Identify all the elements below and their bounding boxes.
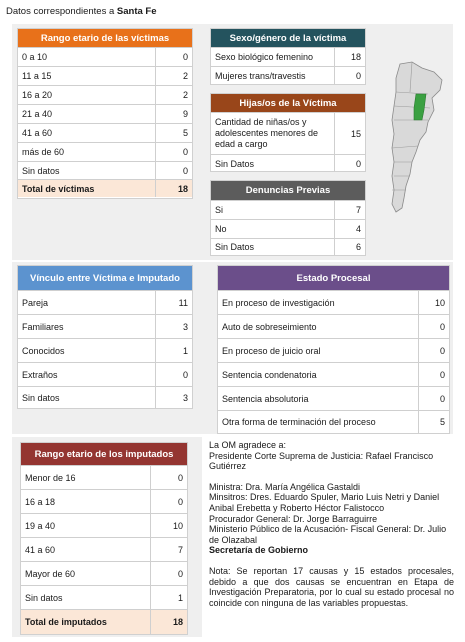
row-label: 41 a 60 (18, 124, 156, 142)
row-value: 9 (182, 109, 188, 119)
table-row (18, 104, 192, 123)
row-label: Mayor de 60 (21, 562, 151, 585)
row-value: 0 (182, 147, 188, 157)
row-label: Menor de 16 (21, 466, 151, 489)
table-row (18, 362, 192, 386)
row-label: Otra forma de terminación del proceso (218, 411, 419, 433)
table-row (218, 314, 449, 338)
row-value: 6 (355, 242, 361, 252)
table-row (21, 537, 187, 561)
row-label: En proceso de investigación (218, 291, 419, 314)
row-value: 0 (355, 70, 361, 81)
row-label: Si (211, 201, 335, 219)
procedural-table (217, 265, 450, 434)
table-row (21, 561, 187, 585)
row-value: 3 (182, 321, 188, 332)
table-row (21, 489, 187, 513)
row-value: 0 (182, 165, 188, 176)
total-label: Total de víctimas (18, 180, 156, 197)
row-label: 16 a 18 (21, 490, 151, 513)
row-label: Mujeres trans/travestis (211, 67, 335, 84)
total-row (18, 179, 192, 197)
row-label: Sin datos (18, 387, 156, 408)
row-value: 0 (177, 472, 183, 483)
row-label: 16 a 20 (18, 86, 156, 104)
complaints-table (210, 180, 366, 256)
acknowledgement-block (209, 440, 454, 608)
row-label: Cantidad de niñas/os y adolescentes menores de edad a cargo (211, 113, 335, 154)
table-row (218, 290, 449, 314)
map-outline (392, 62, 442, 212)
children-table (210, 93, 366, 172)
victims-age-table (17, 28, 193, 199)
row-label: Conocidos (18, 339, 156, 362)
table-row (218, 338, 449, 362)
table-row (18, 338, 192, 362)
row-label: Sin Datos (211, 239, 335, 255)
row-value: 0 (355, 158, 361, 169)
table-row (211, 66, 365, 84)
row-label: Sin datos (18, 162, 156, 179)
row-value: 7 (355, 205, 361, 215)
row-label: 21 a 40 (18, 105, 156, 123)
row-value: 0 (439, 393, 445, 404)
row-value: 3 (182, 392, 188, 403)
row-label: Sin Datos (211, 155, 335, 172)
row-value: 7 (177, 544, 183, 555)
table-row (211, 238, 365, 255)
row-value: 5 (439, 417, 445, 427)
ack-line-2: Presidente Corte Suprema de Justicia: Rafael Francisco Gutiérrez (209, 450, 434, 472)
row-value: 10 (172, 520, 183, 531)
row-value: 18 (350, 52, 361, 62)
row-value: 2 (182, 71, 188, 81)
table-row (218, 410, 449, 433)
table-row (211, 112, 365, 154)
row-label: Sin datos (21, 586, 151, 609)
procedural-title: Estado Procesal (218, 266, 449, 290)
row-label: Sentencia absolutoria (218, 387, 419, 410)
gender-title: Sexo/género de la víctima (211, 29, 365, 47)
table-row (18, 123, 192, 142)
row-value: 0 (177, 568, 183, 579)
total-value: 18 (177, 183, 188, 194)
row-value: 0 (177, 496, 183, 507)
victims-age-title: Rango etario de las víctimas (18, 29, 192, 47)
table-row (211, 47, 365, 66)
header-prefix: Datos correspondientes a (6, 6, 117, 17)
table-row (21, 513, 187, 537)
row-value: 2 (182, 90, 188, 100)
ack-note: Nota: Se reportan 17 causas y 15 estados procesales, debido a que dos causas se encuentran en Etapa de Investigación Preparatoria, por lo cual su estado procesal no coincide con ninguna de las variables propuestas. (209, 565, 454, 608)
row-label: En proceso de juicio oral (218, 339, 419, 362)
accused-age-table (20, 442, 188, 635)
table-row (18, 386, 192, 408)
table-row (18, 66, 192, 85)
ack-line-6: Ministerio Público de la Acusación- Fiscal General: Dr. Julio de Olazabal (209, 524, 447, 545)
header-place: Santa Fe (116, 6, 157, 17)
table-row (21, 585, 187, 609)
gender-table (210, 28, 366, 85)
table-row (18, 142, 192, 161)
total-label: Total de imputados (21, 610, 151, 634)
row-value: 4 (355, 224, 361, 234)
row-label: 0 a 10 (18, 48, 156, 66)
table-row (18, 47, 192, 66)
row-value: 0 (439, 321, 445, 332)
table-row (211, 200, 365, 219)
table-row (18, 161, 192, 179)
row-value: 15 (350, 128, 361, 139)
table-row (211, 154, 365, 172)
table-row (18, 85, 192, 104)
table-row (18, 314, 192, 338)
total-row (21, 609, 187, 634)
ack-line-4: Minsitros: Dres. Eduardo Spuler, Mario Luis Netri y Daniel Anibal Erebetta y Roberto Héctor Falistocco (209, 492, 440, 513)
table-row (218, 362, 449, 386)
row-label: Auto de sobreseimiento (218, 315, 419, 338)
row-label: Sexo biológico femenino (211, 48, 335, 66)
ack-line-1: La OM agradece a: (209, 440, 287, 450)
total-value: 18 (172, 617, 183, 627)
row-label: más de 60 (18, 143, 156, 161)
row-value: 1 (177, 592, 183, 603)
accused-age-title: Rango etario de los imputados (21, 443, 187, 465)
row-value: 10 (434, 297, 445, 308)
table-row (218, 386, 449, 410)
row-value: 0 (182, 369, 188, 380)
table-row (18, 290, 192, 314)
table-row (21, 465, 187, 489)
ack-line-5: Procurador General: Dr. Jorge Barraguirre (209, 513, 378, 524)
row-label: 11 a 15 (18, 67, 156, 85)
ack-line-3: Ministra: Dra. María Angélica Gastaldi (209, 481, 361, 492)
row-value: 11 (178, 297, 188, 308)
argentina-map-icon (382, 58, 446, 216)
link-table (17, 265, 193, 409)
report-header (2, 2, 463, 22)
row-label: Familiares (18, 315, 156, 338)
row-value: 0 (439, 345, 445, 356)
row-label: Pareja (18, 291, 156, 314)
complaints-title: Denuncias Previas (211, 181, 365, 200)
table-row (211, 219, 365, 238)
children-title: Hijas/os de la Víctima (211, 94, 365, 112)
row-label: Extraños (18, 363, 156, 386)
link-title: Vínculo entre Víctima e Imputado (18, 266, 192, 290)
row-label: No (211, 220, 335, 238)
row-value: 0 (439, 369, 445, 380)
row-value: 1 (182, 345, 188, 356)
row-label: 41 a 60 (21, 538, 151, 561)
row-value: 0 (182, 52, 188, 62)
row-label: Sentencia condenatoria (218, 363, 419, 386)
row-label: 19 a 40 (21, 514, 151, 537)
ack-line-7: Secretaría de Gobierno (209, 545, 309, 556)
row-value: 5 (182, 128, 188, 138)
